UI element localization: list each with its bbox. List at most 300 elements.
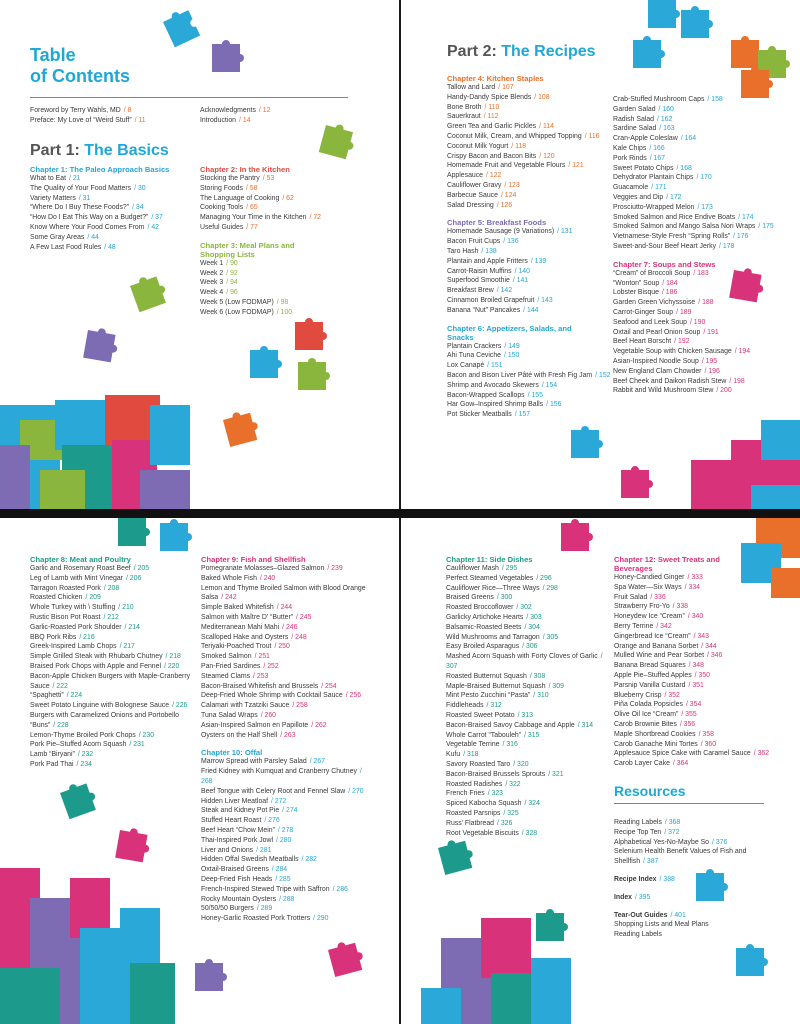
toc-entry[interactable] — [447, 247, 612, 257]
toc-entry[interactable] — [614, 818, 774, 828]
tear-out-item[interactable]: Reading Labels — [614, 931, 662, 939]
toc-entry[interactable] — [613, 279, 783, 289]
toc-entry-page: / 333 — [687, 574, 703, 581]
toc-entry-page: / 173 — [697, 203, 713, 211]
toc-entry[interactable] — [614, 573, 779, 583]
toc-entry[interactable] — [447, 161, 612, 171]
toc-entry-page: / 149 — [504, 342, 520, 350]
toc-entry[interactable] — [201, 613, 373, 623]
toc-entry[interactable] — [447, 351, 612, 361]
toc-entry-page: / 209 — [85, 594, 101, 602]
toc-entry-label: Honey-Candied Ginger — [614, 574, 685, 581]
toc-entry-page: / 176 — [733, 233, 749, 241]
toc-entry[interactable] — [613, 242, 783, 252]
toc-entry[interactable] — [613, 318, 783, 328]
toc-entry[interactable] — [200, 288, 360, 298]
toc-entry-page: / 224 — [66, 692, 83, 700]
toc-entry-label: Berry Terrine — [614, 622, 654, 630]
toc-entry[interactable] — [613, 347, 783, 357]
toc-entry-label: Steamed Clams — [201, 672, 251, 680]
toc-entry-label: Oxtail-Braised Greens — [201, 866, 269, 874]
toc-entry[interactable] — [447, 381, 612, 391]
toc-entry[interactable] — [30, 740, 195, 750]
toc-entry[interactable] — [613, 95, 783, 105]
toc-entry[interactable] — [446, 593, 611, 603]
toc-entry[interactable] — [614, 583, 779, 593]
toc-entry[interactable] — [201, 757, 373, 767]
toc-entry[interactable] — [201, 731, 373, 741]
toc-entry[interactable] — [200, 269, 360, 279]
toc-entry[interactable] — [30, 593, 195, 603]
toc-entry-page: / 316 — [502, 741, 518, 749]
toc-entry-label: Beef Heart Borscht — [613, 338, 672, 346]
toc-entry[interactable] — [446, 642, 611, 652]
toc-entry[interactable] — [201, 865, 373, 875]
toc-entry-label: Mulled Wine and Pear Sorbet — [614, 652, 705, 660]
toc-entry[interactable] — [201, 816, 373, 826]
toc-entry[interactable] — [30, 642, 195, 652]
toc-entry[interactable] — [201, 642, 373, 652]
toc-entry[interactable] — [614, 847, 774, 867]
puzzle-piece-icon — [83, 326, 120, 363]
toc-entry[interactable] — [613, 115, 783, 125]
toc-entry-label: Pomegranate Molasses–Glazed Salmon — [201, 565, 325, 572]
toc-entry-label: Bacon-Apple Chicken Burgers with Maple-Cranberry Sauce — [30, 672, 191, 690]
toc-entry[interactable] — [201, 914, 373, 924]
toc-entry-label: Vegetable Soup with Chicken Sausage — [613, 348, 732, 356]
toc-entry-label: Coconut Milk, Cream, and Whipped Topping — [447, 132, 582, 140]
toc-entry[interactable] — [201, 904, 373, 914]
toc-entry[interactable] — [447, 267, 612, 277]
toc-entry[interactable] — [613, 105, 783, 115]
toc-entry[interactable] — [613, 337, 783, 347]
toc-entry[interactable] — [446, 750, 611, 760]
toc-entry[interactable] — [614, 661, 779, 671]
toc-entry[interactable] — [30, 213, 190, 223]
toc-entry[interactable] — [447, 191, 612, 201]
toc-entry[interactable] — [613, 164, 783, 174]
entry-list — [614, 573, 779, 769]
toc-entry-label: Sauerkraut — [447, 113, 481, 121]
toc-entry[interactable] — [613, 203, 783, 213]
toc-entry-page: / 222 — [52, 682, 68, 690]
toc-entry[interactable] — [613, 134, 783, 144]
toc-entry[interactable] — [30, 691, 195, 701]
part-heading — [447, 43, 596, 61]
toc-entry-label: Homemade Sausage (9 Variations) — [447, 228, 555, 236]
toc-entry[interactable] — [447, 122, 612, 132]
toc-entry-page: / 281 — [256, 846, 272, 854]
toc-entry[interactable] — [201, 855, 373, 865]
puzzle-piece-icon — [681, 6, 713, 38]
toc-entry[interactable] — [201, 574, 373, 584]
toc-entry[interactable] — [30, 672, 195, 692]
toc-entry[interactable] — [447, 371, 612, 381]
toc-entry[interactable] — [613, 154, 783, 164]
toc-entry-label: Russ’ Flatbread — [446, 819, 494, 827]
toc-entry[interactable] — [30, 623, 195, 633]
chapter-heading[interactable]: Chapter 5: Breakfast Foods — [447, 218, 547, 228]
toc-entry[interactable] — [30, 194, 190, 204]
toc-entry[interactable] — [200, 194, 360, 204]
toc-entry-page: / 352 — [664, 691, 680, 699]
toc-entry-page: / 174 — [738, 213, 754, 221]
toc-entry-label: Homemade Fruit and Vegetable Flours — [447, 162, 566, 170]
toc-entry-label: Strawberry Fro-Yo — [614, 603, 670, 611]
toc-entry[interactable] — [447, 171, 612, 181]
toc-entry[interactable] — [447, 132, 612, 142]
toc-entry[interactable] — [30, 574, 195, 584]
puzzle-piece-icon — [298, 358, 330, 390]
toc-entry[interactable] — [613, 298, 783, 308]
toc-entry[interactable] — [613, 367, 783, 377]
toc-entry-page: / 138 — [481, 247, 497, 255]
toc-entry-page: / 302 — [516, 604, 532, 612]
toc-entry[interactable] — [446, 603, 611, 613]
toc-entry[interactable] — [614, 828, 774, 838]
toc-entry-page: / 246 — [282, 623, 298, 631]
toc-entry[interactable] — [201, 701, 373, 711]
toc-entry[interactable] — [446, 574, 611, 584]
toc-entry[interactable] — [201, 767, 373, 787]
toc-entry[interactable] — [446, 584, 611, 594]
toc-entry-page: / 326 — [497, 819, 513, 827]
toc-entry[interactable] — [201, 682, 373, 692]
toc-entry[interactable] — [446, 780, 611, 790]
toc-entry[interactable] — [30, 233, 190, 243]
toc-entry[interactable]: Preface: My Love of “Weird Stuff” / 11 — [30, 116, 146, 124]
toc-entry[interactable] — [30, 613, 195, 623]
toc-entry[interactable] — [613, 328, 783, 338]
toc-entry[interactable] — [201, 826, 373, 836]
toc-entry-page: / 226 — [172, 702, 188, 710]
tear-out-entry[interactable]: Tear-Out Guides / 401 — [614, 911, 686, 919]
toc-entry-label: Salad Dressing — [447, 201, 494, 209]
tear-out-item[interactable]: Shopping Lists and Meal Plans — [614, 921, 709, 929]
toc-entry[interactable] — [613, 269, 783, 279]
toc-entry-label: Sweet Potato Chips — [613, 164, 674, 172]
toc-entry-page: / 298 — [542, 584, 558, 592]
toc-entry-label: Sweet Potato Linguine with Bolognese Sauce — [30, 702, 170, 710]
toc-entry-page: / 320 — [513, 760, 529, 768]
toc-entry[interactable] — [200, 203, 360, 213]
toc-entry[interactable] — [30, 223, 190, 233]
toc-entry[interactable] — [201, 875, 373, 885]
chapter-heading[interactable]: Chapter 9: Fish and Shellfish — [201, 555, 306, 564]
toc-entry[interactable] — [446, 652, 611, 672]
toc-entry[interactable] — [447, 201, 612, 211]
toc-entry[interactable] — [201, 806, 373, 816]
toc-entry[interactable] — [614, 602, 779, 612]
toc-entry[interactable] — [446, 819, 611, 829]
toc-entry[interactable] — [447, 400, 612, 410]
chapter-heading[interactable]: Chapter 6: Appetizers, Salads, and Snacks — [447, 323, 572, 342]
chapter-heading[interactable]: Chapter 4: Kitchen Staples — [447, 74, 544, 83]
toc-entry[interactable] — [201, 623, 373, 633]
toc-entry[interactable] — [200, 213, 360, 223]
toc-entry[interactable] — [201, 885, 373, 895]
toc-entry[interactable] — [446, 789, 611, 799]
toc-entry[interactable] — [30, 731, 195, 741]
toc-entry[interactable] — [447, 306, 612, 316]
toc-entry[interactable] — [447, 83, 612, 93]
toc-entry-label: Pan-Fried Sardines — [201, 662, 261, 670]
toc-entry[interactable] — [613, 232, 783, 242]
toc-entry[interactable] — [613, 183, 783, 193]
toc-entry[interactable] — [200, 223, 360, 233]
toc-entry-page: / 163 — [659, 125, 675, 133]
toc-entry[interactable] — [200, 298, 360, 308]
puzzle-piece-icon — [741, 66, 773, 98]
toc-entry[interactable] — [613, 377, 783, 387]
toc-entry[interactable] — [614, 749, 779, 759]
toc-entry[interactable] — [446, 731, 611, 741]
toc-entry-page: / 220 — [164, 662, 180, 670]
puzzle-piece-icon — [561, 519, 593, 551]
toc-entry-page: / 256 — [345, 692, 362, 700]
toc-entry-label: Crispy Bacon and Bacon Bits — [447, 152, 537, 160]
toc-entry[interactable] — [447, 227, 612, 237]
toc-entry[interactable] — [446, 760, 611, 770]
toc-entry-page: / 232 — [77, 751, 94, 759]
toc-entry[interactable] — [613, 173, 783, 183]
puzzle-piece-icon — [212, 40, 244, 72]
toc-entry[interactable] — [446, 829, 611, 839]
toc-entry[interactable] — [30, 633, 195, 643]
toc-entry-label: Vietnamese-Style Fresh “Spring Rolls” — [613, 233, 731, 241]
toc-entry-page: / 328 — [521, 829, 538, 837]
toc-entry-page: / 268 — [201, 768, 362, 785]
toc-entry-page: / 154 — [541, 381, 558, 389]
toc-entry[interactable] — [201, 672, 373, 682]
toc-entry[interactable] — [446, 633, 611, 643]
toc-entry-label: Banana “Nut” Pancakes — [447, 306, 521, 314]
toc-entry[interactable] — [614, 691, 779, 701]
toc-entry-page: / 356 — [679, 720, 696, 728]
toc-entry[interactable] — [614, 671, 779, 681]
toc-entry-page: / 228 — [53, 721, 69, 729]
chapter-heading[interactable]: Chapter 7: Soups and Stews — [613, 259, 716, 269]
toc-entry-page: / 186 — [661, 289, 678, 297]
toc-entry[interactable] — [201, 787, 373, 797]
chapter-1 — [30, 165, 190, 252]
part-label: Part 2: — [447, 43, 497, 60]
toc-entry[interactable] — [613, 193, 783, 203]
recipe-index-entry[interactable]: Recipe Index / 388 — [614, 875, 675, 883]
resources-section — [614, 783, 774, 940]
toc-entry[interactable] — [447, 342, 612, 352]
toc-entry[interactable] — [447, 142, 612, 152]
toc-entry[interactable] — [447, 93, 612, 103]
chapter-heading[interactable]: Chapter 12: Sweet Treats and Beverages — [614, 555, 720, 573]
chapter-heading[interactable]: Chapter 11: Side Dishes — [446, 555, 533, 564]
toc-entry[interactable] — [614, 642, 779, 652]
toc-entry[interactable] — [201, 711, 373, 721]
toc-entry[interactable] — [614, 740, 779, 750]
toc-entry[interactable] — [200, 308, 360, 318]
toc-entry[interactable] — [447, 361, 612, 371]
toc-entry[interactable] — [447, 152, 612, 162]
toc-entry[interactable] — [446, 701, 611, 711]
toc-entry[interactable] — [201, 846, 373, 856]
toc-entry-page: / 340 — [687, 613, 704, 621]
toc-entry-page: / 300 — [496, 594, 513, 602]
toc-entry-label: Storing Foods — [200, 184, 243, 192]
toc-entry[interactable] — [446, 799, 611, 809]
toc-entry[interactable] — [30, 584, 195, 594]
toc-entry[interactable] — [447, 286, 612, 296]
toc-entry[interactable] — [201, 691, 373, 701]
toc-entry-label: Bacon-Braised Whitefish and Brussels — [201, 682, 319, 690]
toc-entry[interactable] — [447, 103, 612, 113]
chapter-2 — [200, 165, 360, 318]
toc-entry-page: / 342 — [656, 622, 672, 630]
toc-entry[interactable] — [447, 112, 612, 122]
toc-entry-label: French-Inspired Stewed Tripe with Saffron — [201, 885, 330, 893]
toc-entry-label: “Cream” of Broccoli Soup — [613, 269, 691, 277]
toc-entry-page: / 96 — [226, 289, 238, 297]
toc-entry[interactable] — [446, 682, 611, 692]
toc-entry-label: Kufu — [446, 751, 461, 759]
chapter-heading[interactable]: Chapter 3: Meal Plans and Shopping Lists — [200, 240, 295, 259]
toc-entry[interactable] — [201, 721, 373, 731]
toc-entry[interactable] — [30, 203, 190, 213]
toc-entry[interactable] — [447, 410, 612, 420]
toc-entry[interactable] — [614, 651, 779, 661]
toc-entry[interactable] — [30, 760, 195, 770]
toc-entry[interactable] — [613, 144, 783, 154]
toc-entry-page: / 184 — [662, 279, 678, 287]
toc-entry[interactable] — [447, 237, 612, 247]
toc-entry[interactable] — [201, 836, 373, 846]
toc-entry-label: Braised Greens — [446, 594, 494, 602]
toc-entry[interactable] — [446, 623, 611, 633]
toc-entry[interactable] — [201, 584, 373, 604]
toc-entry[interactable] — [201, 564, 373, 574]
toc-entry-label: Bacon-Braised Brussels Sprouts — [446, 770, 546, 778]
toc-entry[interactable] — [614, 681, 779, 691]
toc-entry[interactable] — [446, 809, 611, 819]
toc-entry-label: Blueberry Crisp — [614, 691, 662, 699]
toc-entry[interactable] — [447, 391, 612, 401]
chapter-heading[interactable]: Chapter 1: The Paleo Approach Basics — [30, 165, 170, 174]
toc-entry[interactable] — [30, 750, 195, 760]
toc-entry[interactable] — [30, 243, 190, 253]
toc-entry[interactable] — [201, 652, 373, 662]
toc-entry[interactable] — [614, 612, 779, 622]
toc-entry[interactable] — [30, 711, 195, 731]
toc-entry[interactable] — [446, 740, 611, 750]
toc-entry-page: / 307 — [446, 653, 603, 670]
index-entry[interactable]: Index / 395 — [614, 893, 651, 901]
toc-entry[interactable] — [614, 593, 779, 603]
toc-entry[interactable] — [613, 124, 783, 134]
toc-entry[interactable]: Acknowledgments / 12 — [200, 107, 271, 114]
toc-entry-label: Pork Pad Thai — [30, 760, 74, 768]
toc-entry[interactable] — [201, 895, 373, 905]
toc-entry-label: Roasted Butternut Squash — [446, 672, 527, 680]
toc-entry[interactable] — [614, 710, 779, 720]
toc-entry[interactable] — [201, 662, 373, 672]
toc-entry[interactable] — [200, 278, 360, 288]
toc-entry[interactable] — [613, 357, 783, 367]
toc-entry[interactable] — [30, 184, 190, 194]
toc-entry[interactable] — [614, 759, 779, 769]
toc-entry[interactable] — [614, 730, 779, 740]
toc-entry[interactable] — [201, 603, 373, 613]
toc-entry[interactable] — [614, 720, 779, 730]
toc-entry[interactable] — [446, 564, 611, 574]
toc-entry-label: Week 4 — [200, 289, 224, 297]
toc-entry-label: Seafood and Leek Soup — [613, 318, 687, 326]
toc-entry-label: Whole Carrot “Tabouleh” — [446, 731, 522, 739]
toc-entry-page: / 338 — [672, 603, 688, 611]
toc-entry[interactable] — [613, 213, 783, 223]
toc-entry-label: Superfood Smoothie — [447, 277, 510, 285]
toc-entry-page: / 140 — [514, 267, 530, 275]
toc-entry[interactable] — [446, 721, 611, 731]
toc-entry[interactable] — [447, 276, 612, 286]
toc-entry-page: / 158 — [707, 96, 723, 103]
toc-entry[interactable]: Introduction / 14 — [200, 116, 251, 124]
toc-entry[interactable] — [446, 691, 611, 701]
toc-entry-page: / 321 — [548, 770, 564, 778]
toc-entry-label: Some Gray Areas — [30, 233, 85, 241]
toc-entry[interactable] — [201, 797, 373, 807]
resources-rule — [614, 803, 764, 804]
toc-entry-label: Savory Roasted Taro — [446, 760, 511, 768]
toc-entry-page: / 258 — [292, 702, 308, 710]
toc-entry[interactable] — [614, 622, 779, 632]
toc-entry[interactable] — [613, 308, 783, 318]
toc-entry[interactable] — [30, 603, 195, 613]
toc-entry[interactable] — [201, 633, 373, 643]
toc-entry-page: / 387 — [643, 858, 659, 866]
toc-entry-page: / 351 — [688, 681, 704, 689]
toc-entry[interactable] — [614, 700, 779, 710]
toc-entry[interactable] — [200, 259, 360, 269]
toc-entry[interactable] — [30, 662, 195, 672]
toc-entry[interactable]: Foreword by Terry Wahls, MD / 8 — [30, 107, 132, 114]
toc-entry[interactable] — [446, 770, 611, 780]
toc-entry[interactable] — [446, 672, 611, 682]
toc-entry[interactable] — [614, 838, 774, 848]
toc-entry[interactable] — [446, 613, 611, 623]
chapter-heading[interactable]: Chapter 2: In the Kitchen — [200, 165, 290, 174]
toc-entry[interactable] — [200, 174, 360, 184]
toc-entry-label: Carob Ganache Mini Tortes — [614, 740, 698, 748]
toc-entry-page: / 278 — [277, 826, 294, 834]
toc-entry[interactable] — [200, 184, 360, 194]
toc-entry[interactable] — [30, 701, 195, 711]
toc-entry[interactable] — [447, 257, 612, 267]
toc-entry[interactable] — [446, 711, 611, 721]
toc-entry-label: Smoked Salmon and Mango Salsa Nori Wraps — [613, 223, 756, 231]
toc-entry[interactable] — [447, 296, 612, 306]
toc-entry[interactable] — [613, 222, 783, 232]
chapter-heading[interactable]: Chapter 10: Offal — [201, 748, 263, 758]
chapter-heading[interactable]: Chapter 8: Meat and Poultry — [30, 555, 131, 564]
toc-entry[interactable] — [30, 564, 195, 574]
toc-entry[interactable] — [613, 386, 783, 396]
toc-entry-page: / 121 — [568, 162, 584, 170]
toc-entry[interactable] — [30, 174, 190, 184]
toc-entry[interactable] — [614, 632, 779, 642]
toc-entry[interactable] — [613, 288, 783, 298]
toc-entry[interactable] — [30, 652, 195, 662]
toc-entry[interactable] — [447, 181, 612, 191]
toc-entry-label: Applesauce — [447, 172, 484, 180]
